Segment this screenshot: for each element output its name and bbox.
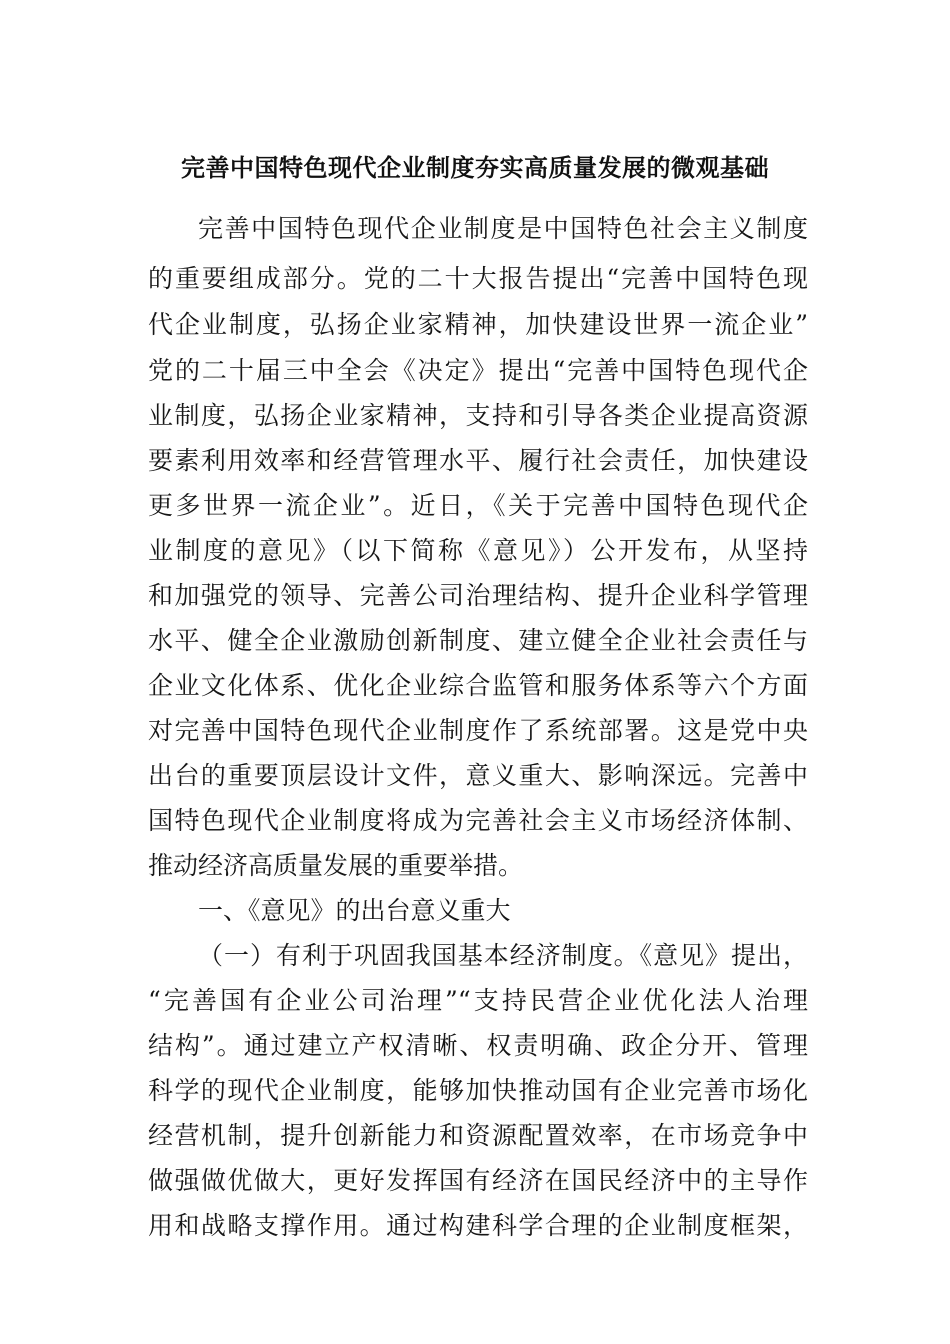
section-heading: 一、《意见》的出台意义重大 bbox=[198, 896, 511, 925]
paragraph-line: 的重要组成部分。党的二十大报告提出“完善中国特色现 bbox=[148, 264, 808, 293]
paragraph-line: 要素利用效率和经营管理水平、履行社会责任，加快建设 bbox=[148, 446, 808, 475]
paragraph-line: （一）有利于巩固我国基本经济制度。《意见》提出， bbox=[198, 941, 808, 970]
paragraph-line: “完善国有企业公司治理”“支持民营企业优化法人治理 bbox=[148, 986, 808, 1015]
paragraph-line: 企业文化体系、优化企业综合监管和服务体系等六个方面 bbox=[148, 671, 808, 700]
paragraph-line: 和加强党的领导、完善公司治理结构、提升企业科学管理 bbox=[148, 581, 808, 610]
paragraph-line: 更多世界一流企业”。近日，《关于完善中国特色现代企 bbox=[148, 491, 808, 520]
document-title: 完善中国特色现代企业制度夯实高质量发展的微观基础 bbox=[181, 153, 769, 182]
paragraph-line: 推动经济高质量发展的重要举措。 bbox=[148, 851, 524, 880]
paragraph-line: 经营机制，提升创新能力和资源配置效率，在市场竞争中 bbox=[148, 1121, 808, 1150]
paragraph-line: 做强做优做大，更好发挥国有经济在国民经济中的主导作 bbox=[148, 1166, 808, 1195]
paragraph-line: 业制度的意见》（以下简称《意见》）公开发布，从坚持 bbox=[148, 536, 808, 565]
paragraph-line: 业制度，弘扬企业家精神，支持和引导各类企业提高资源 bbox=[148, 401, 808, 430]
paragraph-line: 完善中国特色现代企业制度是中国特色社会主义制度 bbox=[198, 214, 808, 243]
paragraph-line: 出台的重要顶层设计文件，意义重大、影响深远。完善中 bbox=[148, 761, 808, 790]
paragraph-line: 国特色现代企业制度将成为完善社会主义市场经济体制、 bbox=[148, 806, 808, 835]
paragraph-line: 水平、健全企业激励创新制度、建立健全企业社会责任与 bbox=[148, 626, 808, 655]
paragraph-line: 用和战略支撑作用。通过构建科学合理的企业制度框架， bbox=[148, 1211, 808, 1240]
paragraph-line: 结构”。通过建立产权清晰、权责明确、政企分开、管理 bbox=[148, 1031, 808, 1060]
paragraph-line: 代企业制度，弘扬企业家精神，加快建设世界一流企业” bbox=[148, 310, 808, 339]
paragraph-line: 党的二十届三中全会《决定》提出“完善中国特色现代企 bbox=[148, 356, 808, 385]
paragraph-line: 对完善中国特色现代企业制度作了系统部署。这是党中央 bbox=[148, 716, 808, 745]
paragraph-line: 科学的现代企业制度，能够加快推动国有企业完善市场化 bbox=[148, 1076, 808, 1105]
